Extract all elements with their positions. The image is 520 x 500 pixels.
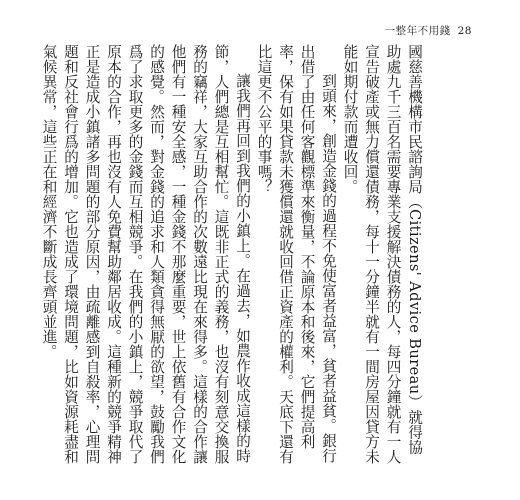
page-number: 28: [457, 25, 472, 37]
paragraph-2: 到頭來，創造金錢的過程不免使富者益富，貧者益貧。銀行出借了由任何客觀標準來衡量，不論原本和後來，它們提高利率，保有如果貸款未獲償還就收回借正資產的權利。天底下還有比這更不公平的事嗎？: [255, 44, 337, 464]
paragraph-1: 國慈善機構市民諮詢局（Citizens' Advice Bureau）就得協助處九千三百名需要專業支援解決債務的人，每四分鐘就有一人宣告破產或無力償還債務，每十一分鐘半就有一間房屋因貸方未能如期付款而遭收回。: [341, 44, 423, 464]
paragraph-3: 讓我們再回到我們的小鎮上。在過去，如農作收成這樣的時節，人們總是互相幫忙。這既非正式的義務，也沒有刻意交換服務的竊祥，大家互助合作的次數遠比現在來得多。這樣的合作讓他們有一種安全感，一種金錢不那麼重要，世上依舊有合作文化的感覺。然而，對金錢的追求和人類貪得無厭的欲望，鼓勵我們爲了求取更多的金錢而互相競爭。在我們的小鎮上，競爭取代了原本的合作，再也沒有人免費幫助鄰居收成。這種新的競爭精神正是造成小鎮諸多問題的部分原因，由疏離感到自殺率，心理問題和反社會行爲的增加。它也造成了環境問題，比如資源耗盡和氣候異常，這些正在和經濟不斷成長齊頭並進。: [40, 44, 251, 464]
body-text: [40, 44, 425, 464]
page-header: [385, 23, 472, 38]
running-title: 一整年不用錢: [384, 25, 451, 37]
